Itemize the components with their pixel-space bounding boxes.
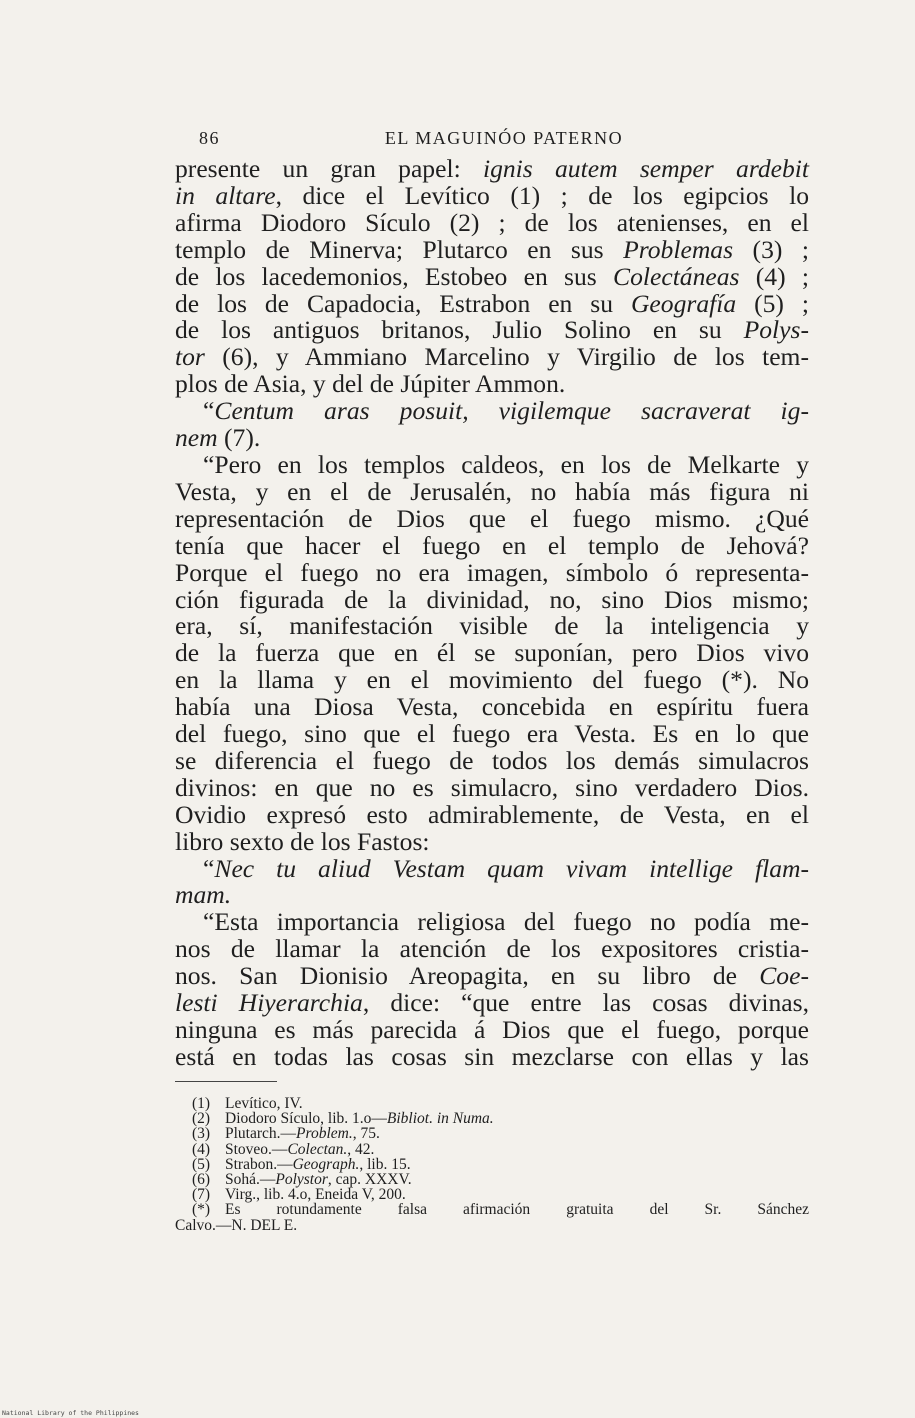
text-run: (7). [217,423,261,453]
italic-run: Nec tu aliud Vestam quam vivam intellige flam- [214,853,809,883]
text-line [175,180,809,210]
text-run: (4) ; [739,261,809,291]
italic-run: lesti Hiyerarchia [175,988,363,1018]
text-line [175,530,809,560]
text-line [175,261,809,291]
text-line [175,557,809,587]
footnote [175,1202,809,1217]
footnote-marker: (*) [192,1201,211,1219]
text-line [175,425,809,452]
text-run: (5) ; [736,288,809,318]
text-line [175,640,809,667]
text-line [175,503,809,533]
text-run: de los antiguos britanos, Julio Solino en su [175,315,744,345]
text-run: plos de Asia, y del de Júpiter Ammon. [175,369,566,399]
text-run: afirma Diodoro Sículo (2) ; de los atenienses, en el [175,207,809,237]
footnote-text [225,1201,809,1218]
text-run: Porque el fuego no era imagen, símbolo ó representa- [175,557,809,587]
text-line [175,288,809,318]
italic-run: mam. [175,880,232,910]
text-run: Vesta, y en el de Jerusalén, no había más figura ni [175,476,809,506]
text-run: (6), y Ammiano Marcelino y Virgilio de los tem- [204,342,809,372]
text-run: Plutarch.— [225,1125,297,1143]
text-run: Ovidio expresó esto admirablemente, de Vesta, en el [175,799,809,829]
italic-run: in altare [175,180,276,210]
text-run: Strabon.— [225,1155,293,1173]
text-line [175,963,809,990]
footnote [175,1172,809,1187]
text-run: libro sexto de los Fastos: [175,826,430,856]
text-run: “Pero en los templos caldeos, en los de Melkarte y [203,449,809,479]
text-run: Stoveo.— [225,1140,288,1158]
footnote [175,1126,809,1141]
text-run: Virg., lib. 4.o, Eneida V, 200. [225,1186,406,1204]
text-run: de la fuerza que en él se suponían, pero Dios vivo [175,638,809,668]
text-line [175,449,809,479]
text-line [175,853,809,883]
text-run: en la llama y en el movimiento del fuego (*). No [175,665,809,695]
text-line [175,882,809,909]
text-run: Calvo.—N. DEL E. [175,1216,298,1234]
footnote-text [175,1217,297,1234]
italic-run: Coe- [759,961,809,991]
text-line [175,799,809,829]
italic-run: tor [175,342,205,372]
text-run: (3) ; [733,234,809,264]
text-run: , lib. 15. [359,1155,411,1173]
text-run: presente un gran papel: [175,154,483,183]
footnote-marker: (4) [192,1140,211,1158]
text-line [175,344,809,371]
footnote [175,1187,809,1202]
text-run: , dice el Levítico (1) ; de los egipcios lo [275,180,809,210]
body-text [175,156,809,1071]
text-run: tenía que hacer el fuego en el templo de Jehová? [175,530,809,560]
text-line [175,476,809,506]
text-line [175,721,809,748]
page-number: 86 [199,128,220,148]
italic-run: Geograph. [292,1155,360,1173]
text-run: templo de Minerva; Plutarco en sus [175,234,624,264]
text-run: ción figurada de la divinidad, no, sino Dios mismo; [175,584,809,614]
text-line [175,936,809,963]
text-run: , dice: “que entre las cosas divinas, [362,988,809,1018]
text-run: se diferencia el fuego de todos los demás simulacros [175,745,809,775]
italic-run: Problemas [623,234,734,264]
text-run: de los de Capadocia, Estrabon en su [175,288,631,318]
italic-run: Centum aras posuit, vigilemque sacraverat ig- [214,396,809,426]
running-title: EL MAGUINÓO PATERNO [384,128,624,148]
text-run: ninguna es más parecida á Dios que el fuego, porque [175,1015,809,1044]
italic-run: nem [175,423,218,453]
footnotes [175,1096,809,1233]
text-line [175,317,809,344]
text-line [175,398,809,425]
text-run: Levítico, IV. [225,1095,303,1112]
text-line [175,1041,809,1071]
italic-run: Polystor [275,1171,328,1189]
text-line [175,826,809,856]
footnote [175,1096,809,1111]
text-run: , cap. XXXV. [327,1171,412,1189]
text-line [175,584,809,614]
text-run: Es rotundamente falsa afirmación gratuita del Sr. Sánchez [225,1201,809,1219]
text-run: Diodoro Sículo, lib. 1.o— [225,1110,387,1128]
text-run: de los lacedemonios, Estobeo en sus [175,261,613,291]
text-run: “Esta importancia religiosa del fuego no podía me- [203,907,809,937]
text-line [175,234,809,264]
text-run: nos. San Dionisio Areopagita, en su libro de [175,961,760,991]
footnote-marker: (7) [192,1186,211,1204]
text-run: representación de Dios que el fuego mismo. ¿Qué [175,503,809,533]
text-run: , 75. [352,1125,380,1143]
text-run: “ [203,396,215,426]
text-line [175,207,809,237]
italic-run: Colectáneas [613,261,740,291]
text-run: está en todas las cosas sin mezclarse con ellas y las [175,1041,809,1071]
text-line [175,613,809,640]
text-line [175,694,809,721]
text-line [175,772,809,802]
text-run: Sohá.— [225,1171,276,1189]
text-run: del fuego, sino que el fuego era Vesta. Es en lo que [175,719,809,749]
text-run: “ [203,853,215,883]
footnote-marker: (6) [192,1171,211,1189]
text-run: nos de llamar la atención de los expositores cristia- [175,934,809,964]
footnote-marker: (2) [192,1110,211,1128]
footnote [175,1142,809,1157]
italic-run: ignis autem semper ardebit [482,154,810,183]
library-stamp: National Library of the Philippines [2,1409,139,1417]
italic-run: Bibliot. in Numa. [386,1110,494,1128]
text-line [175,371,809,398]
text-line [175,990,809,1017]
text-line [175,909,809,936]
text-run: era, sí, manifestación visible de la inteligencia y [175,611,809,641]
footnote-marker: (3) [192,1125,211,1143]
text-run: , 42. [347,1140,375,1158]
text-run: divinos: en que no es simulacro, sino verdadero Dios. [175,772,809,802]
footnote-divider [175,1081,277,1082]
italic-run: Geografía [630,288,737,318]
text-line [175,1017,809,1044]
footnote-marker: (5) [192,1155,211,1173]
text-line [175,156,809,183]
footnote [175,1218,809,1233]
italic-run: Problem. [296,1125,353,1143]
italic-run: Colectan. [287,1140,348,1158]
text-run: había una Diosa Vesta, concebida en espíritu fuera [175,692,809,722]
footnote [175,1157,809,1172]
footnote [175,1111,809,1126]
text-line [175,667,809,694]
footnote-marker: (1) [192,1095,211,1112]
text-line [175,745,809,775]
italic-run: Polys- [743,315,809,345]
